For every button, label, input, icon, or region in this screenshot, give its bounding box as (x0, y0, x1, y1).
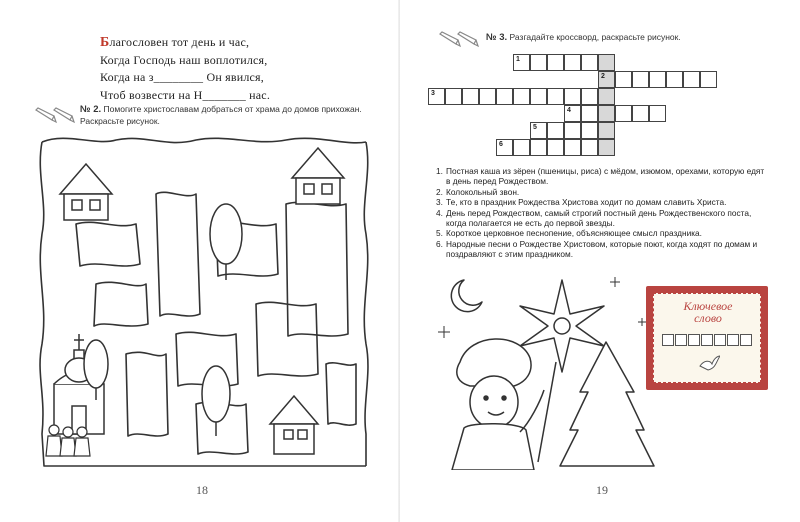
poem-line-4: Чтоб возвести на Н_______ нас. (100, 87, 271, 102)
crossword-cell[interactable] (530, 54, 547, 71)
crossword-cell[interactable] (445, 88, 462, 105)
clue-text: День перед Рождеством, самый строгий постный день Рождественского поста, когда полагается не есть до первой звезды. (446, 207, 752, 229)
key-word-letter-box[interactable] (727, 334, 739, 346)
task-2-text: Помогите христославам добраться от храма до домов прихожан. Раскрасьте рисунок. (80, 104, 362, 126)
key-word-card-inner (653, 293, 761, 383)
crossword-cell[interactable] (513, 54, 530, 71)
key-word-title-line2: слово (694, 311, 722, 325)
task-3-text: Разгадайте кроссворд, раскрасьте рисунок. (509, 32, 681, 42)
clue-number: 6. (436, 238, 443, 249)
crossword-cell[interactable] (598, 105, 615, 122)
crossword-clue-number: 1 (516, 56, 520, 63)
clue-number: 2. (436, 186, 443, 197)
crossword-cell[interactable] (581, 54, 598, 71)
crossword-clue-number: 3 (431, 90, 435, 97)
crossword-grid (428, 54, 758, 164)
clue-item (436, 187, 766, 197)
crossword-clues (436, 166, 766, 260)
crossword-clue-number: 6 (499, 141, 503, 148)
crossword-cell[interactable] (564, 139, 581, 156)
crossword-cell[interactable] (581, 88, 598, 105)
crossword-cell[interactable] (581, 122, 598, 139)
crossword-clue-number: 5 (533, 124, 537, 131)
key-word-letter-box[interactable] (662, 334, 674, 346)
clue-number: 1. (436, 166, 443, 176)
poem-dropcap: Б (100, 35, 110, 50)
crossword-cell[interactable] (462, 88, 479, 105)
crossword-cell[interactable] (479, 88, 496, 105)
clue-text: Те, кто в праздник Рождества Христова ходит по домам славить Христа. (446, 197, 727, 208)
clue-item (436, 239, 766, 260)
maze-illustration (36, 134, 373, 471)
clue-item (436, 228, 766, 238)
clue-item (436, 208, 766, 229)
crossword-cell[interactable] (632, 105, 649, 122)
crossword-cell[interactable] (530, 88, 547, 105)
crossword-cell[interactable] (598, 54, 615, 71)
crossword-cell[interactable] (496, 139, 513, 156)
key-word-letter-box[interactable] (740, 334, 752, 346)
crossword-cell[interactable] (615, 105, 632, 122)
task-3 (486, 32, 786, 44)
crossword-cell[interactable] (700, 71, 717, 88)
key-word-title (654, 300, 762, 324)
page-number-right: 19 (596, 483, 608, 497)
clue-item (436, 197, 766, 207)
crossword-cell[interactable] (547, 139, 564, 156)
crossword-cell[interactable] (581, 105, 598, 122)
crossword-cell[interactable] (564, 54, 581, 71)
crossword-cell[interactable] (598, 139, 615, 156)
crossword-cell[interactable] (649, 105, 666, 122)
pencils-icon-2 (438, 30, 482, 48)
crossword-cell[interactable] (530, 122, 547, 139)
key-word-card (646, 286, 768, 390)
clue-text: Постная каша из зёрен (пшеницы, риса) с мёдом, изюмом, орехами, которую едят в день перед Рождеством. (446, 166, 765, 187)
crossword-cell[interactable] (547, 122, 564, 139)
crossword-cell[interactable] (513, 139, 530, 156)
clue-text: Народные песни о Рождестве Христовом, которые поют, когда ходят по домам и поздравляют с этим праздником. (446, 238, 758, 260)
crossword-cell[interactable] (530, 139, 547, 156)
crossword-cell[interactable] (598, 71, 615, 88)
clue-text: Колокольный звон. (446, 186, 520, 197)
crossword-cell[interactable] (547, 88, 564, 105)
crossword-cell[interactable] (598, 122, 615, 139)
key-word-title-line1: Ключевое (683, 299, 733, 313)
clue-number: 3. (436, 197, 443, 208)
crossword-cell[interactable] (683, 71, 700, 88)
pencils-icon (34, 106, 78, 124)
crossword-cell[interactable] (581, 139, 598, 156)
christmas-illustration (430, 262, 660, 470)
page-number-left: 18 (196, 483, 208, 497)
task-2-number: № 2. (80, 104, 102, 115)
clue-text: Короткое церковное песнопение, объясняющее смысл праздника. (446, 228, 702, 239)
crossword-cell[interactable] (496, 88, 513, 105)
key-word-letter-box[interactable] (714, 334, 726, 346)
crossword-clue-number: 4 (567, 107, 571, 114)
crossword-cell[interactable] (615, 71, 632, 88)
crossword-cell[interactable] (649, 71, 666, 88)
poem-line-1: Благословен тот день и час, (100, 35, 250, 50)
crossword-cell[interactable] (547, 54, 564, 71)
key-word-letter-box[interactable] (688, 334, 700, 346)
crossword-cell[interactable] (564, 88, 581, 105)
key-word-letter-box[interactable] (701, 334, 713, 346)
clue-item (436, 166, 766, 187)
poem-line-3: Когда на з________ Он явился, (100, 70, 264, 84)
crossword-cell[interactable] (598, 88, 615, 105)
poem-line-2: Когда Господь наш воплотился, (100, 52, 268, 67)
crossword-clue-number: 2 (601, 73, 605, 80)
bird-icon (698, 354, 720, 374)
crossword-cell[interactable] (632, 71, 649, 88)
crossword-cell[interactable] (513, 88, 530, 105)
crossword-cell[interactable] (564, 122, 581, 139)
crossword-cell[interactable] (564, 105, 581, 122)
task-2 (80, 104, 380, 126)
crossword-cell[interactable] (666, 71, 683, 88)
clue-number: 5. (436, 228, 443, 239)
clue-number: 4. (436, 207, 443, 218)
crossword-cell[interactable] (428, 88, 445, 105)
key-word-letter-box[interactable] (675, 334, 687, 346)
poem (100, 34, 270, 104)
task-3-number: № 3. (486, 32, 508, 43)
